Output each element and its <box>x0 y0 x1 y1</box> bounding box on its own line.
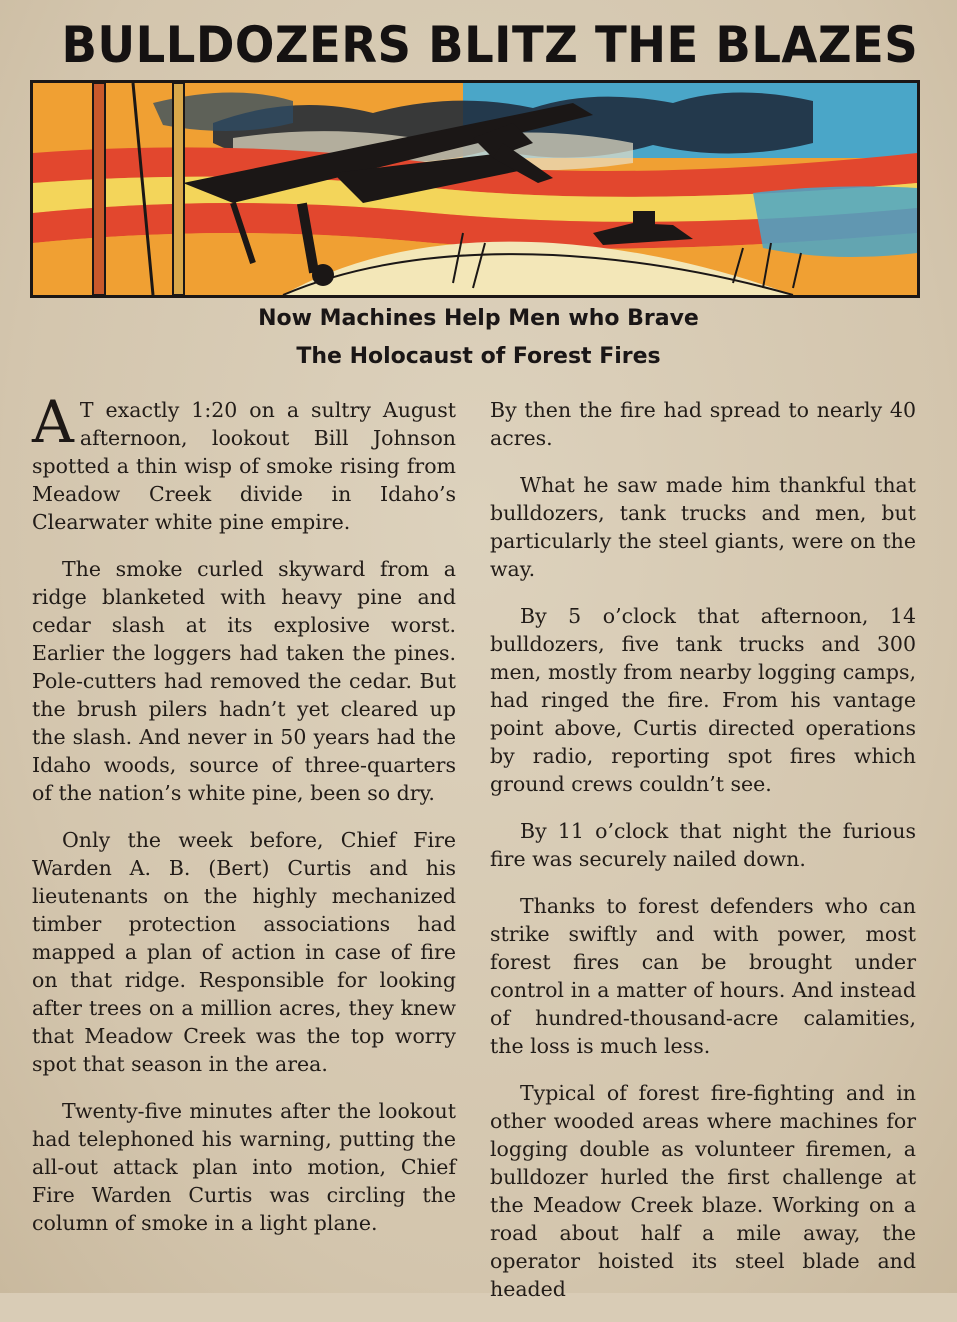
paragraph: Typical of forest fire-fighting and in other wooded areas where machines for logging double as volunteer firemen, a bulldozer hurled the first challenge at the Meadow Creek blaze. Working on a road about half a mile away, the operator hoisted its steel blade and headed <box>490 1081 916 1301</box>
paragraph: By then the fire had spread to nearly 40 acres. <box>490 398 916 450</box>
paragraph: What he saw made him thankful that bulldozers, tank trucks and men, but particularly the steel giants, were on the way. <box>490 473 916 581</box>
paragraph: Only the week before, Chief Fire Warden A. B. (Bert) Curtis and his lieutenants on the highly mechanized timber protection associations had mapped a plan of action in case of fire on that ridge. Responsible for looking after trees on a million acres, they knew that Meadow Creek was the top worry spot that season in the area. <box>32 828 456 1076</box>
left-column <box>32 388 456 1256</box>
paragraph <box>32 388 456 536</box>
subheadline-line-1: Now Machines Help Men who Brave <box>258 306 699 331</box>
forest-fire-illustration <box>30 80 920 298</box>
headline: BULLDOZERS BLITZ THE BLAZES <box>61 16 919 74</box>
paragraph: Thanks to forest defenders who can strike swiftly and with power, most forest fires can be brought under control in a matter of hours. And instead of hundred-thousand-acre calamities, the loss is much less. <box>490 894 916 1058</box>
paragraph: By 5 o’clock that afternoon, 14 bulldozers, five tank trucks and 300 men, mostly from nearby logging camps, had ringed the fire. From his vantage point above, Curtis directed operations by radio, reporting spot fires which ground crews couldn’t see. <box>490 604 916 796</box>
paragraph-text: T exactly 1:20 on a sultry August afternoon, lookout Bill Johnson spotted a thin wisp of smoke rising from Meadow Creek divide in Idaho’s Clearwater white pine empire. <box>32 398 456 534</box>
right-column <box>490 396 916 1322</box>
drop-cap: A <box>32 388 74 456</box>
paragraph: The smoke curled skyward from a ridge blanketed with heavy pine and cedar slash at its explosive worst. Earlier the loggers had taken the pines. Pole-cutters had removed the cedar. But the brush pilers hadn’t yet cleared up the slash. And never in 50 years had the Idaho woods, source of three-quarters of the nation’s white pine, been so dry. <box>32 557 456 805</box>
paragraph: Twenty-five minutes after the lookout had telephoned his warning, putting the all-out attack plan into motion, Chief Fire Warden Curtis was circling the column of smoke in a light plane. <box>32 1099 456 1235</box>
plane-over-fire-image <box>33 83 917 295</box>
paragraph: By 11 o’clock that night the furious fire was securely nailed down. <box>490 819 916 871</box>
subheadline-line-2: The Holocaust of Forest Fires <box>296 344 661 369</box>
